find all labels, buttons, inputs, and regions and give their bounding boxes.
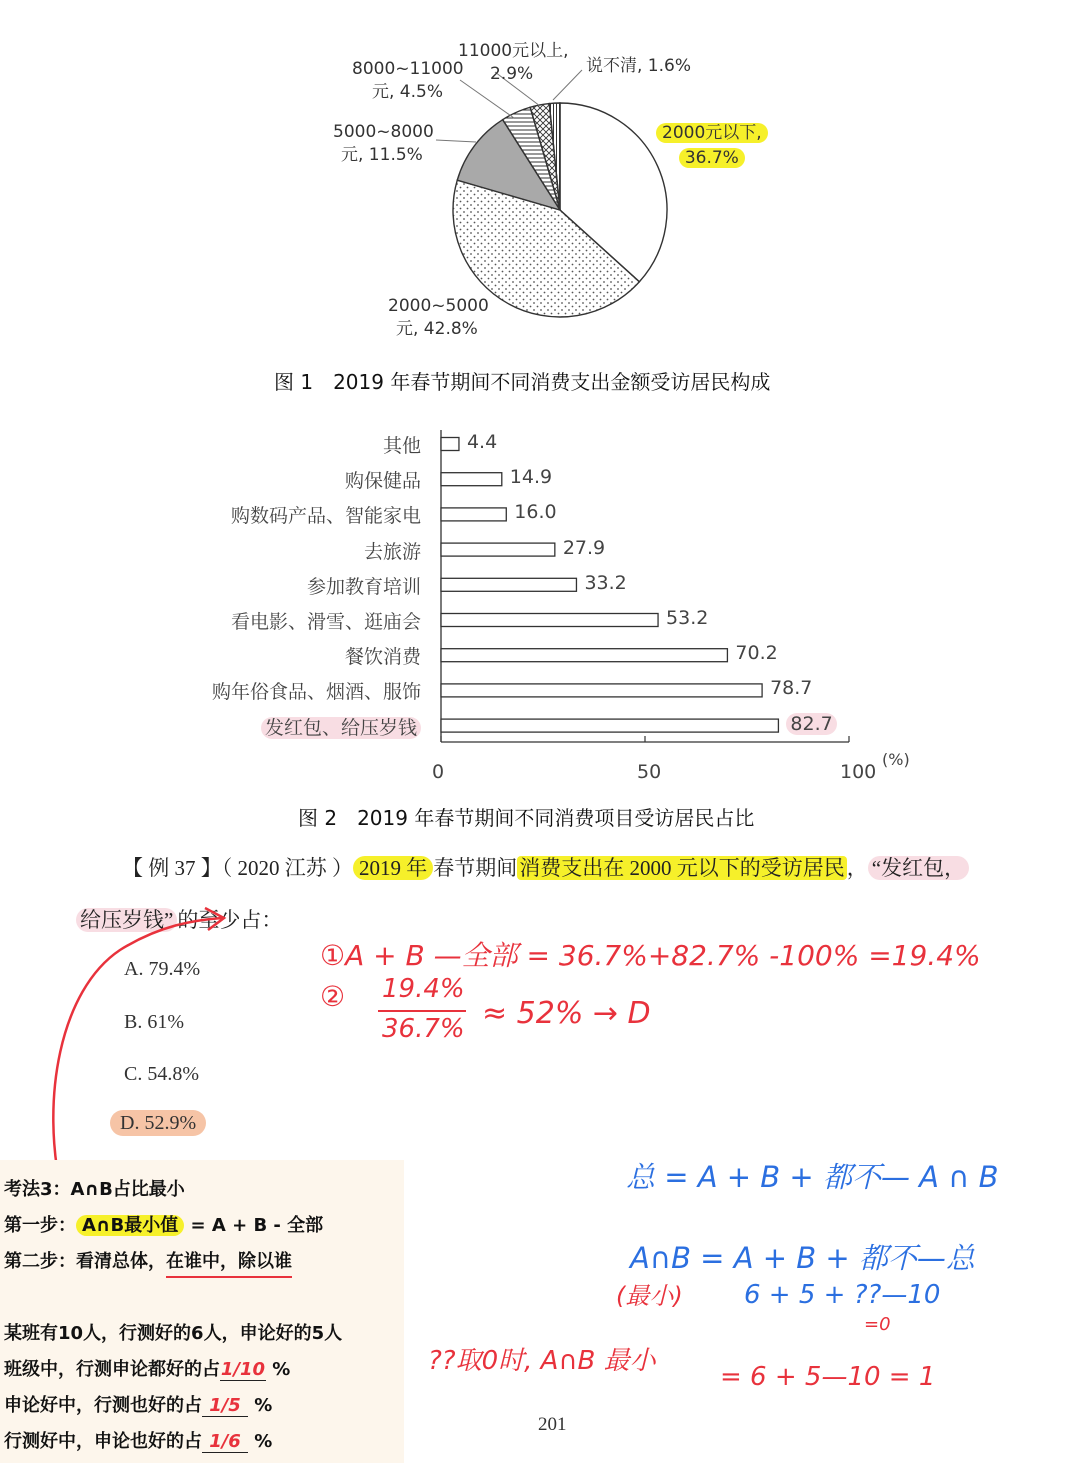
page-number: 201 xyxy=(538,1414,567,1435)
pie-label-below-2000: 2000元以下, 36.7% xyxy=(656,122,768,170)
bar-category-label: 购数码产品、智能家电 xyxy=(230,505,421,528)
bar-7 xyxy=(441,684,762,697)
notes-title: 考法3：A∩B占比最小 xyxy=(4,1179,185,1200)
bar-0 xyxy=(441,438,459,451)
hand-frac-line xyxy=(378,1010,466,1012)
bar-2 xyxy=(441,508,506,521)
pie-label-5000-8000: 5000~8000 元, 11.5% xyxy=(333,122,434,165)
hand-inter-formula: A∩B = A + B + 都不—总 xyxy=(630,1241,975,1275)
question-line-1: 【 例 37 】（ 2020 江苏 ） 2019 年 春节期间消费支出在 2000 元以下的受访居民， “发红包， xyxy=(122,852,969,882)
hand-min-label: (最小) xyxy=(616,1282,683,1310)
option-c[interactable]: C. 54.8% xyxy=(124,1063,199,1085)
bar-value-label: 14.9 xyxy=(509,466,553,489)
pie-label-8000-11000: 8000~11000 元, 4.5% xyxy=(352,59,464,102)
option-d[interactable]: D. 52.9% xyxy=(110,1112,206,1135)
hand-result: = 6 + 5—10 = 1 xyxy=(720,1362,936,1392)
hand-total-formula: 总 = A + B + 都不— A ∩ B xyxy=(626,1160,999,1194)
option-a[interactable]: A. 79.4% xyxy=(124,958,201,980)
x-tick-0: 0 xyxy=(432,761,445,783)
notes-step1: 第一步： A∩B最小值 = A + B - 全部 xyxy=(4,1215,324,1236)
hand-step2-rest: ≈ 52% → D xyxy=(482,996,651,1031)
x-axis-unit: (%) xyxy=(882,750,910,769)
notes-q3: 行测好中，申论也好的占 1/6 % xyxy=(4,1431,273,1452)
bar-value-label: 70.2 xyxy=(735,642,778,665)
figure2-caption: 图 2 2019 年春节期间不同消费项目受访居民占比 xyxy=(298,806,755,830)
notes-q1: 班级中，行测申论都好的占1/10 % xyxy=(4,1359,291,1380)
bar-category-label: 其他 xyxy=(382,435,421,457)
bar-value-label: 82.7 xyxy=(786,713,836,735)
bar-category-label: 参加教育培训 xyxy=(306,575,421,598)
bar-category-label: 购保健品 xyxy=(344,470,421,493)
bar-category-label: 看电影、滑雪、逛庙会 xyxy=(230,611,421,633)
bar-value-label: 78.7 xyxy=(770,677,813,700)
bar-category-label: 餐饮消费 xyxy=(344,646,421,669)
bar-category-label: 发红包、给压岁钱 xyxy=(261,713,421,740)
bar-value-label: 33.2 xyxy=(584,571,627,594)
question-line-2: 给压岁钱” 的至少占： xyxy=(76,904,282,934)
bar-8 xyxy=(441,719,778,732)
x-tick-50: 50 xyxy=(637,761,662,783)
hand-frac-top: 19.4% xyxy=(382,974,465,1004)
figure1-caption: 图 1 2019 年春节期间不同消费支出金额受访居民构成 xyxy=(274,370,771,394)
bar-4 xyxy=(441,578,576,591)
bar-category-label: 去旅游 xyxy=(363,540,421,563)
x-tick-100: 100 xyxy=(840,761,877,783)
hand-eq-zero: =0 xyxy=(864,1314,891,1335)
notes-box xyxy=(0,1160,404,1463)
hand-step2-num: ② xyxy=(320,980,346,1013)
bar-category-label: 购年俗食品、烟酒、服饰 xyxy=(211,681,421,704)
bar-5 xyxy=(441,614,658,627)
hand-step1: ①A + B —全部 = 36.7%+82.7% -100% =19.4% xyxy=(320,939,981,972)
hand-zero-note: ??取0时, A∩B 最小 xyxy=(428,1346,656,1376)
curved-arrow-icon xyxy=(0,900,260,1200)
bar-1 xyxy=(441,473,502,486)
hand-frac-bottom: 36.7% xyxy=(382,1014,465,1044)
hand-inter-calc: 6 + 5 + ??—10 xyxy=(744,1280,941,1310)
bar-6 xyxy=(441,649,727,662)
bar-value-label: 16.0 xyxy=(514,501,557,524)
notes-step2: 第二步：看清总体，在谁中，除以谁 xyxy=(4,1247,292,1273)
option-b[interactable]: B. 61% xyxy=(124,1011,184,1033)
notes-q2: 申论好中，行测也好的占 1/5 % xyxy=(4,1395,273,1416)
pie-label-unsure: 说不清, 1.6% xyxy=(586,56,691,76)
pie-label-11000-plus: 11000元以上, 2.9% xyxy=(458,41,569,84)
bar-value-label: 27.9 xyxy=(562,536,606,559)
bar-3 xyxy=(441,543,555,556)
notes-example: 某班有10人，行测好的6人，申论好的5人 xyxy=(4,1323,343,1344)
pie-label-2000-5000: 2000~5000 元, 42.8% xyxy=(388,296,489,339)
bar-value-label: 53.2 xyxy=(666,607,709,629)
bar-value-label: 4.4 xyxy=(466,431,498,453)
